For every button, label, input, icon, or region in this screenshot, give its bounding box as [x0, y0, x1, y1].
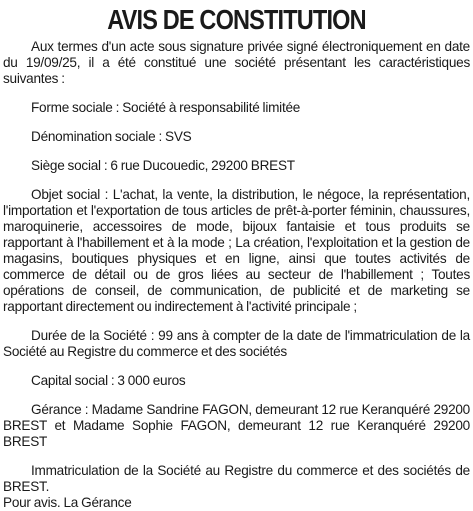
intro-paragraph: Aux termes d'un acte sous signature privée signé électroniquement en date du 19/09/25, il a été constitué une société présentant les caractéristiques suivantes : [3, 39, 470, 86]
notice-body [3, 39, 470, 511]
gerance: Gérance : Madame Sandrine FAGON, demeurant 12 rue Keranquéré 29200 BREST et Madame Sophie FAGON, demeurant 12 rue Keranquéré 29200 BREST [3, 402, 470, 449]
immatriculation: Immatriculation de la Société au Registre du commerce et des sociétés de BREST. [3, 463, 470, 494]
denomination-sociale: Dénomination sociale : SVS [31, 129, 192, 144]
siege-social: Siège social : 6 rue Ducouedic, 29200 BREST [31, 158, 295, 173]
capital-social: Capital social : 3 000 euros [31, 373, 186, 388]
objet-social: Objet social : L'achat, la vente, la distribution, le négoce, la représentation, l'importation et l'exportation de tous articles de prêt-à-porter féminin, chaussures, maroquinerie, accessoires de mode, bijoux fantaisie et tous produits se rapportant à l'habillement et à la mode ; La création, l'exploitation et la gestion de magasins, boutiques physiques et en ligne, ainsi que toutes activités de commerce de détail ou de gros liées au secteur de l'habillement ; Toutes opérations de conseil, de communication, de publicité et de marketing se rapportant directement ou indirectement à l'activité principale ; [3, 187, 470, 314]
forme-sociale: Forme sociale : Société à responsabilité limitée [31, 100, 301, 115]
notice-title: AVIS DE CONSTITUTION [107, 4, 366, 35]
signature: Pour avis. La Gérance [3, 495, 132, 510]
duree-societe: Durée de la Société : 99 ans à compter de la date de l'immatriculation de la Société au Registre du commerce et des sociétés [3, 328, 470, 359]
